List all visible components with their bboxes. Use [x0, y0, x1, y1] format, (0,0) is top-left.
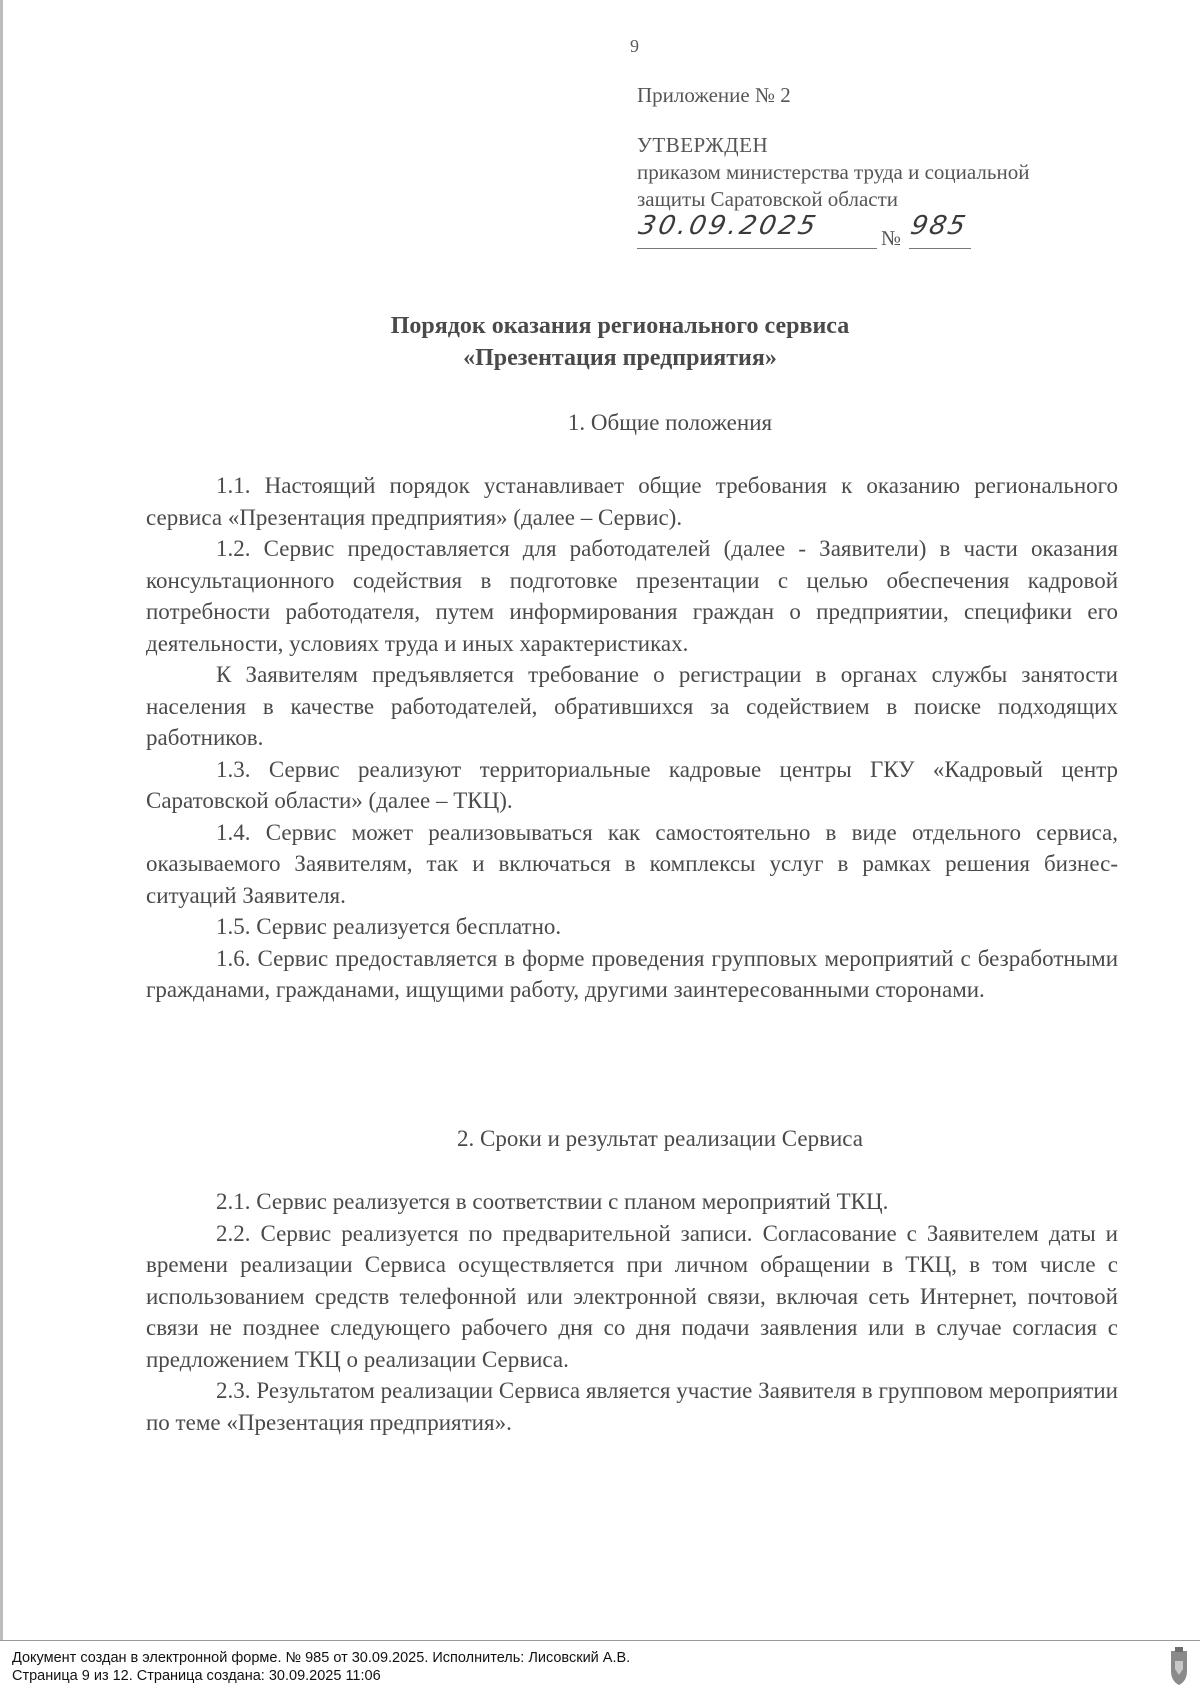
- scan-edge: [0, 0, 3, 1640]
- section-2-heading: 2. Сроки и результат реализации Сервиса: [457, 1126, 863, 1151]
- appendix-label: Приложение № 2: [637, 83, 791, 107]
- paragraph-1-5: 1.5. Сервис реализуется бесплатно.: [216, 914, 562, 939]
- paragraph-1-2: 1.2. Сервис предоставляется для работодателей (далее - Заявители) в части оказания консультационного содействия в подготовке презентации с целью обеспечения кадровой потребности работодателя, путем информирования граждан о предприятии, специфики его деятельности, условиях труда и иных характеристиках.: [146, 536, 1118, 656]
- footer-page-info: Страница 9 из 12. Страница создана: 30.09.2025 11:06: [12, 1668, 381, 1684]
- section-1-heading: 1. Общие положения: [567, 410, 773, 435]
- paragraph-1-3: 1.3. Сервис реализуют территориальные кадровые центры ГКУ «Кадровый центр Саратовской области» (далее – ТКЦ).: [146, 756, 1118, 813]
- section-2-body: [146, 1186, 1118, 1438]
- paragraph-2-1: 2.1. Сервис реализуется в соответствии с планом мероприятий ТКЦ.: [216, 1189, 889, 1214]
- document-title: [330, 310, 910, 374]
- handwritten-order-date: 30.09.2025: [635, 211, 822, 241]
- approved-title: УТВЕРЖДЕН: [637, 133, 769, 157]
- approved-by-line-2: защиты Саратовской области: [637, 187, 899, 211]
- approved-by-line-1: приказом министерства труда и социальной: [637, 160, 1030, 184]
- order-signature-line: [635, 211, 1137, 255]
- paragraph-2-3: 2.3. Результатом реализации Сервиса является участие Заявителя в групповом мероприятии по теме «Презентация предприятия».: [146, 1378, 1118, 1435]
- paragraph-2-2: 2.2. Сервис реализуется по предварительной записи. Согласование с Заявителем даты и времени реализации Сервиса осуществляется при личном обращении в ТКЦ, в том числе с использованием средств телефонной или электронной связи, включая сеть Интернет, почтовой связи не позднее следующего рабочего дня со дня подачи заявления или в случае согласия с предложением ТКЦ о реализации Сервиса.: [146, 1220, 1118, 1372]
- paragraph-1-1: 1.1. Настоящий порядок устанавливает общие требования к оказанию регионального сервиса «Презентация предприятия» (далее – Сервис).: [146, 473, 1118, 530]
- approval-stamp-block: [637, 82, 1137, 255]
- page-number: 9: [630, 36, 639, 56]
- number-sign: №: [881, 226, 902, 250]
- paragraph-1-2-requirement: К Заявителям предъявляется требование о регистрации в органах службы занятости населения в качестве работодателей, обратившихся за содействием в поиске подходящих работников.: [146, 662, 1118, 750]
- electronic-document-footer: [0, 1640, 1200, 1699]
- document-title-line-1: Порядок оказания регионального сервиса: [390, 313, 850, 339]
- handwritten-order-number: 985: [907, 211, 970, 241]
- number-underline: [909, 248, 971, 249]
- paragraph-1-4: 1.4. Сервис может реализовываться как самостоятельно в виде отдельного сервиса, оказываемого Заявителям, так и включаться в комплексы услуг в рамках решения бизнес-ситуаций Заявителя.: [146, 819, 1118, 908]
- coat-of-arms-icon: [1168, 1647, 1190, 1687]
- section-1-body: [146, 470, 1118, 1006]
- document-title-line-2: «Презентация предприятия»: [463, 345, 777, 371]
- date-underline: [637, 248, 877, 249]
- footer-document-info: Документ создан в электронной форме. № 985 от 30.09.2025. Исполнитель: Лисовский А.В.: [12, 1650, 631, 1666]
- paragraph-1-6: 1.6. Сервис предоставляется в форме проведения групповых мероприятий с безработными гражданами, гражданами, ищущими работу, другими заинтересованными сторонами.: [146, 945, 1118, 1002]
